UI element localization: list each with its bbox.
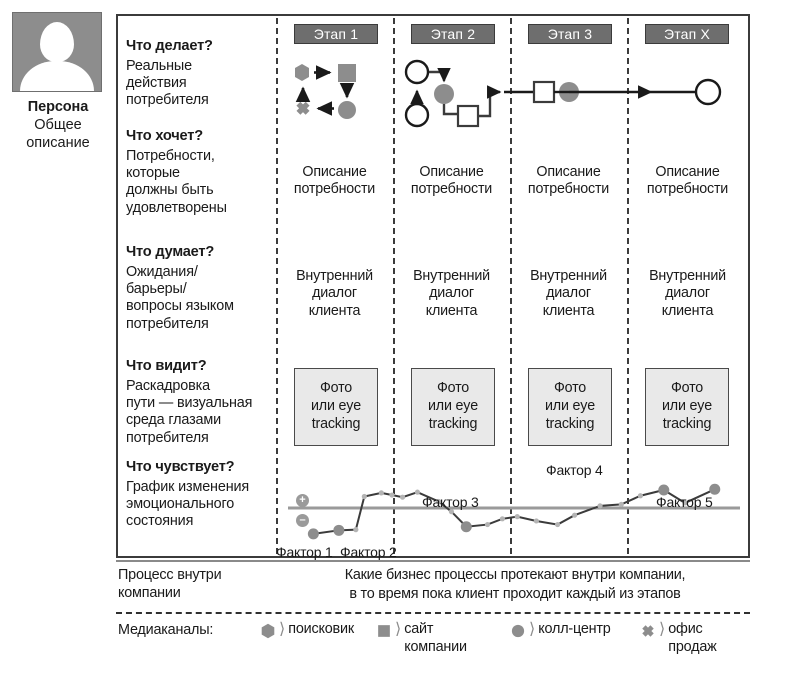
stageX-flow (651, 80, 720, 104)
media-text-callcenter (538, 620, 610, 638)
dialog-cell-2-line-2: диалог (429, 285, 474, 302)
need-cell-1-line-1: Описание (302, 164, 367, 180)
dialog-cell-2-line-3: клиента (425, 302, 478, 319)
row-body-does (126, 58, 276, 110)
need-cell-stage-3 (510, 164, 627, 199)
row-body-wants-line-2: которые (126, 164, 180, 181)
need-cell-stage-x (627, 164, 748, 199)
photo-box-4-line-2: или eye (662, 398, 712, 415)
photo-box-stage-1[interactable] (294, 368, 378, 446)
negative-emotion-icon: – (296, 514, 309, 527)
row-body-sees-line-2: пути — визуальная (126, 394, 253, 411)
person-silhouette-icon (12, 12, 102, 92)
photo-box-1-line-3: tracking (311, 415, 361, 432)
photo-box-stage-2[interactable] (411, 368, 495, 446)
chart-point (400, 495, 405, 500)
chevron-right-icon-4: ⟩ (659, 621, 666, 638)
need-cell-2-line-2: потребности (410, 181, 493, 198)
factor-label-5: Фактор 5 (656, 494, 713, 510)
hexagon-icon (259, 622, 277, 640)
photo-box-3-line-3: tracking (545, 415, 595, 432)
dialog-cell-stage-2 (393, 268, 510, 320)
media-website-line-1: сайт (404, 621, 434, 637)
factor-label-3: Фактор 3 (422, 494, 479, 510)
row-body-does-line-2: действия (126, 74, 187, 91)
stage-chip-3[interactable]: Этап 3 (528, 24, 612, 44)
dialog-cell-stage-x (627, 268, 748, 320)
row-label-wants (126, 128, 276, 217)
row-body-does-line-1: Реальные (126, 57, 192, 74)
photo-box-stage-3[interactable] (528, 368, 612, 446)
row-body-wants-line-4: удовлетворены (126, 199, 227, 216)
circle-icon (509, 622, 527, 640)
row-heading-wants: Что хочет? (126, 128, 203, 144)
photo-box-2-line-3: tracking (428, 415, 478, 432)
row-heading-sees: Что видит? (126, 358, 207, 374)
chart-marked-point[interactable] (308, 528, 319, 539)
chart-point (389, 492, 394, 497)
cross-x-icon (639, 622, 657, 640)
photo-box-4-line-3: tracking (662, 415, 712, 432)
row-body-feels-line-1: График изменения (126, 478, 250, 495)
media-text-website (404, 620, 467, 656)
dialog-cell-stage-1 (276, 268, 393, 320)
process-label-line-1: Процесс внутри (118, 567, 222, 583)
dialog-cell-stage-3 (510, 268, 627, 320)
process-band-text (282, 566, 748, 603)
media-search-line-1: поисковик (288, 621, 354, 637)
persona-description (12, 117, 104, 152)
row-body-wants (126, 148, 276, 218)
need-cell-stage-2 (393, 164, 510, 199)
media-item-callcenter[interactable] (509, 620, 611, 640)
chart-marked-point[interactable] (461, 521, 472, 532)
dialog-cell-1-line-2: диалог (312, 285, 357, 302)
need-cell-1-line-2: потребности (293, 181, 376, 198)
avatar-head-shape (40, 22, 74, 62)
media-text-search (288, 620, 354, 638)
need-cell-2-line-1: Описание (419, 164, 484, 180)
chart-point (485, 522, 490, 527)
photo-box-3-line-2: или eye (545, 398, 595, 415)
persona-name: Персона (27, 99, 89, 115)
stage2-flow (406, 61, 500, 126)
row-body-sees-line-4: потребителя (126, 429, 209, 446)
question-label-column (118, 16, 276, 556)
chart-line-series (313, 489, 714, 534)
row-body-feels-line-3: состояния (126, 513, 194, 530)
need-cell-3-line-1: Описание (536, 164, 601, 180)
factor-label-4: Фактор 4 (546, 462, 603, 478)
chart-marked-point[interactable] (333, 525, 344, 536)
stage-chip-4[interactable]: Этап X (645, 24, 729, 44)
dialog-cell-1-line-3: клиента (308, 302, 361, 319)
avatar-body-shape (20, 61, 94, 91)
dialog-cell-2-line-1: Внутренний (413, 268, 490, 284)
photo-box-2-line-2: или eye (428, 398, 478, 415)
chart-point (534, 518, 539, 523)
need-cell-stage-1 (276, 164, 393, 199)
row-label-thinks (126, 244, 276, 333)
emotion-chart (278, 456, 748, 558)
process-text-line-1: Какие бизнес процессы протекают внутри компании, (344, 567, 686, 583)
process-label-line-2: компании (118, 585, 181, 601)
chart-point (638, 493, 643, 498)
media-website-line-2: компании (404, 639, 467, 655)
row-body-sees-line-1: Раскадровка (126, 377, 210, 394)
row-body-thinks (126, 264, 276, 334)
row-body-thinks-line-1: Ожидания/ (126, 263, 198, 280)
row-body-sees-line-3: среда глазами (126, 412, 222, 429)
media-item-office[interactable] (639, 620, 717, 656)
media-item-search[interactable] (259, 620, 354, 640)
chart-point (415, 490, 420, 495)
row-body-does-line-3: потребителя (126, 92, 209, 109)
chevron-right-icon-1: ⟩ (279, 621, 286, 638)
process-band-top-rule (116, 560, 750, 562)
factor-label-2: Фактор 2 (340, 544, 397, 560)
chart-point (379, 490, 384, 495)
dialog-cell-4-line-1: Внутренний (649, 268, 726, 284)
dialog-cell-4-line-2: диалог (665, 285, 710, 302)
stage-chip-2[interactable]: Этап 2 (411, 24, 495, 44)
media-channels-band (116, 620, 776, 672)
chevron-right-icon-2: ⟩ (395, 621, 402, 638)
media-band-label: Медиаканалы: (118, 622, 214, 638)
chart-point (619, 502, 624, 507)
photo-box-1-line-1: Фото (319, 380, 353, 397)
need-cell-4-line-2: потребности (646, 181, 729, 198)
row-body-thinks-line-2: барьеры/ (126, 280, 187, 297)
persona-description-line-1: Общее (34, 117, 82, 133)
dialog-cell-4-line-3: клиента (661, 302, 714, 319)
row-body-sees (126, 378, 284, 448)
chart-point (572, 513, 577, 518)
chart-point (597, 503, 602, 508)
process-band-label (118, 566, 278, 602)
stage1-flow (295, 64, 356, 119)
need-cell-3-line-2: потребности (527, 181, 610, 198)
row-heading-feels: Что чувствует? (126, 459, 235, 475)
persona-description-line-2: описание (26, 134, 90, 151)
media-callcenter-line-1: колл-центр (538, 621, 611, 637)
positive-emotion-icon: + (296, 494, 309, 507)
dialog-cell-1-line-1: Внутренний (296, 268, 373, 284)
chart-point (362, 494, 367, 499)
dialog-cell-3-line-3: клиента (542, 302, 595, 319)
media-item-website[interactable] (375, 620, 467, 656)
dialog-cell-3-line-2: диалог (546, 285, 591, 302)
journey-map-frame (116, 14, 750, 558)
factor-label-1: Фактор 1 (276, 544, 333, 560)
action-flow-diagram (276, 52, 750, 130)
row-label-does (126, 38, 276, 110)
stage-chip-1[interactable]: Этап 1 (294, 24, 378, 44)
row-body-feels (126, 479, 284, 531)
process-band (116, 566, 750, 610)
row-heading-does: Что делает? (126, 38, 213, 54)
photo-box-4-line-1: Фото (670, 380, 704, 397)
photo-box-1-line-2: или eye (311, 398, 361, 415)
row-body-thinks-line-4: потребителя (126, 315, 209, 332)
chart-point (555, 522, 560, 527)
photo-box-2-line-1: Фото (436, 380, 470, 397)
process-text-line-2: в то время пока клиент проходит каждый из этапов (349, 585, 681, 602)
photo-box-stage-x[interactable] (645, 368, 729, 446)
chart-point (515, 514, 520, 519)
photo-box-3-line-1: Фото (553, 380, 587, 397)
row-label-feels (126, 459, 284, 531)
square-icon (375, 622, 393, 640)
media-office-line-2: продаж (668, 639, 717, 655)
row-body-wants-line-1: Потребности, (126, 147, 215, 164)
media-office-line-1: офис (668, 621, 703, 637)
chevron-right-icon-3: ⟩ (529, 621, 536, 638)
row-heading-thinks: Что думает? (126, 244, 215, 260)
chart-point (500, 516, 505, 521)
persona-block (12, 12, 104, 152)
media-text-office (668, 620, 716, 656)
row-label-sees (126, 358, 284, 447)
row-body-wants-line-3: должны быть (126, 182, 214, 199)
dialog-cell-3-line-1: Внутренний (530, 268, 607, 284)
chart-point (353, 527, 358, 532)
media-band-divider (116, 612, 750, 614)
stage3-flow (504, 82, 651, 102)
need-cell-4-line-1: Описание (655, 164, 720, 180)
row-body-feels-line-2: эмоционального (126, 495, 235, 512)
row-body-thinks-line-3: вопросы языком (126, 298, 234, 315)
